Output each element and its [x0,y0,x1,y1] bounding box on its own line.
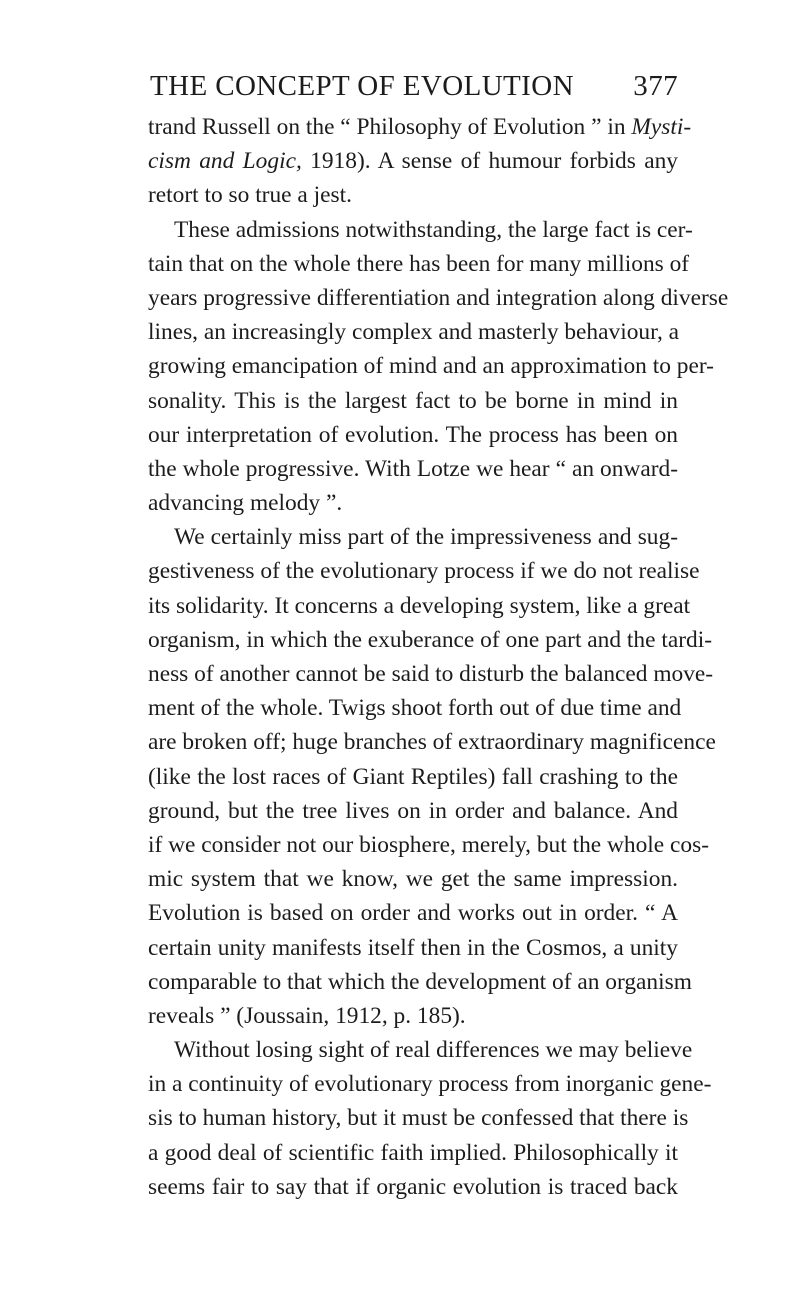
text-line [148,384,678,418]
text-line [148,931,678,965]
text-line [148,486,678,520]
line-text: the whole progressive. With Lotze we hear “ an onward- [148,455,678,482]
line-text: its solidarity. It concerns a developing system, like a great [148,592,691,619]
text-line [148,247,690,281]
italic-title: cism and Logic, [148,148,302,175]
text-line [148,896,678,930]
body-text [148,110,729,1204]
line-text: trand Russell on the “ Philosophy of Evolution ” in [148,114,632,140]
text-line [148,999,678,1033]
running-title: THE CONCEPT OF EVOLUTION [150,70,574,102]
line-text: comparable to that which the development of an organism [148,968,692,995]
line-text: mic system that we know, we get the same impression. [148,866,678,893]
line-text: advancing melody ”. [148,490,343,517]
text-line [148,213,693,247]
line-text: in a continuity of evolutionary process from inorganic gene- [148,1071,712,1098]
line-text: seems fair to say that if organic evolution is traced back [148,1173,678,1200]
line-text: ment of the whole. Twigs shoot forth out of due time and [148,695,682,722]
line-text: a good deal of scientific faith implied. Philosophically it [148,1139,678,1166]
line-text: years progressive differentiation and integration along diverse [148,284,729,311]
line-text: ness of another cannot be said to disturb the balanced move- [148,661,714,687]
text-line [148,691,682,725]
text-line [148,657,714,691]
line-text: (like the lost races of Giant Reptiles) fall crashing to the [148,763,678,790]
line-text: sis to human history, but it must be confessed that there is [148,1105,689,1132]
text-line [148,520,678,554]
line-text: Evolution is based on order and works out in order. “ A [148,900,678,927]
text-line [148,554,700,588]
line-text: sonality. This is the largest fact to be borne in mind in [148,387,678,414]
line-text: ground, but the tree lives on in order and balance. And [148,797,678,824]
line-text: growing emancipation of mind and an approximation to per- [148,353,714,380]
text-line [148,725,716,759]
text-line [148,828,709,862]
line-text: 1918). A sense of humour forbids any [301,148,678,175]
line-text: organism, in which the exuberance of one part and the tardi- [148,626,712,653]
line-text: reveals ” (Joussain, 1912, p. 185). [148,1002,466,1029]
text-line [148,110,692,144]
line-text: retort to so true a jest. [148,182,352,209]
line-text: certain unity manifests itself then in the Cosmos, a unity [148,934,678,961]
page-header [150,70,678,110]
text-line [148,862,678,896]
text-line [148,315,678,349]
page-number: 377 [633,70,678,102]
text-line [148,1136,678,1170]
text-line [148,349,714,383]
text-line [148,1033,693,1067]
text-line [148,623,712,657]
line-text: These admissions notwithstanding, the large fact is cer- [174,216,693,243]
text-line [148,1101,689,1135]
text-line [148,1067,712,1101]
italic-title: Mysti- [631,114,692,140]
line-text: if we consider not our biosphere, merely, but the whole cos- [148,831,709,858]
text-line [148,418,678,452]
text-line [148,760,678,794]
text-line [148,965,692,999]
text-line [148,281,729,315]
line-text: We certainly miss part of the impressiveness and sug- [174,524,678,551]
line-text: Without losing sight of real differences we may believe [174,1037,693,1064]
text-line [148,452,678,486]
text-line [148,144,678,178]
line-text: gestiveness of the evolutionary process if we do not realise [148,558,700,585]
text-line [148,589,691,623]
line-text: are broken off; huge branches of extraordinary magnificence [148,729,716,756]
text-line [148,794,678,828]
text-line [148,178,678,212]
line-text: our interpretation of evolution. The process has been on [148,421,678,448]
line-text: tain that on the whole there has been for many millions of [148,250,690,277]
line-text: lines, an increasingly complex and masterly behaviour, a [148,319,680,346]
text-line [148,1170,678,1204]
